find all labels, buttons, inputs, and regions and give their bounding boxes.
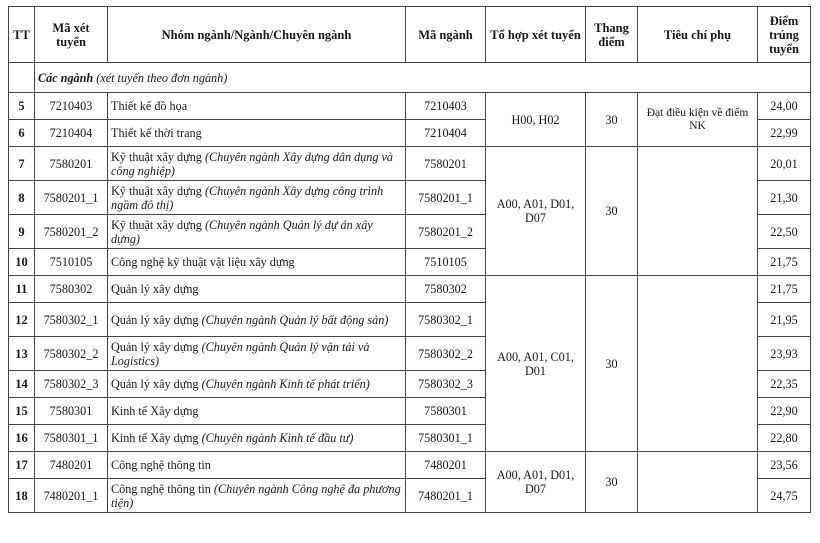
table-row: 13 7580302_2 Quản lý xây dựng (Chuyên ngành Quản lý vận tải và Logistics) 7580302_2 23,93: [9, 337, 811, 371]
header-tt: TT: [9, 7, 35, 63]
table-row: 18 7480201_1 Công nghệ thông tin (Chuyên ngành Công nghệ đa phương tiện) 7480201_1 24,75: [9, 479, 811, 513]
header-to-hop: Tổ hợp xét tuyển: [486, 7, 586, 63]
table-row: 10 7510105 Công nghệ kỹ thuật vật liệu xây dựng 7510105 21,75: [9, 249, 811, 276]
thang-diem-cell: 30: [586, 276, 638, 452]
thang-diem-cell: 30: [586, 93, 638, 147]
admission-table-container: [8, 6, 811, 513]
table-row: 5 7210403 Thiết kế đồ họa 7210403 H00, H02 30 Đạt điều kiện về điểm NK 24,00: [9, 93, 811, 120]
header-diem-trung-tuyen: Điểm trúng tuyển: [758, 7, 811, 63]
table-row: 9 7580201_2 Kỹ thuật xây dựng (Chuyên ngành Quản lý dự án xây dựng) 7580201_2 22,50: [9, 215, 811, 249]
admission-score-table: [8, 6, 811, 513]
table-row: 14 7580302_3 Quản lý xây dựng (Chuyên ngành Kinh tế phát triển) 7580302_3 22,35: [9, 371, 811, 398]
to-hop-cell: H00, H02: [486, 93, 586, 147]
thang-diem-cell: 30: [586, 452, 638, 513]
tieu-chi-phu-cell: [638, 452, 758, 513]
to-hop-cell: A00, A01, D01, D07: [486, 452, 586, 513]
table-row: 16 7580301_1 Kinh tế Xây dựng (Chuyên ngành Kinh tế đầu tư) 7580301_1 22,80: [9, 425, 811, 452]
header-tieu-chi-phu: Tiêu chí phụ: [638, 7, 758, 63]
tieu-chi-phu-cell: Đạt điều kiện về điểm NK: [638, 93, 758, 147]
thang-diem-cell: 30: [586, 147, 638, 276]
table-row: 6 7210404 Thiết kế thời trang 7210404 22,99: [9, 120, 811, 147]
table-row: 11 7580302 Quản lý xây dựng 7580302 A00, A01, C01, D01 30 21,75: [9, 276, 811, 303]
table-row: 8 7580201_1 Kỹ thuật xây dựng (Chuyên ngành Xây dựng công trình ngầm đô thị) 7580201_1 21,30: [9, 181, 811, 215]
group-row: [9, 63, 811, 93]
table-row: 7 7580201 Kỹ thuật xây dựng (Chuyên ngành Xây dựng dân dụng và công nghiệp) 7580201 A00, A01, D01, D07 30 20,01: [9, 147, 811, 181]
table-row: 17 7480201 Công nghệ thông tin 7480201 A00, A01, D01, D07 30 23,56: [9, 452, 811, 479]
to-hop-cell: A00, A01, C01, D01: [486, 276, 586, 452]
group-label: Các ngành (xét tuyển theo đơn ngành): [35, 63, 811, 93]
header-nganh: Nhóm ngành/Ngành/Chuyên ngành: [108, 7, 406, 63]
tieu-chi-phu-cell: [638, 147, 758, 276]
header-row: [9, 7, 811, 63]
to-hop-cell: A00, A01, D01, D07: [486, 147, 586, 276]
tieu-chi-phu-cell: [638, 276, 758, 452]
header-ma-xet-tuyen: Mã xét tuyển: [35, 7, 108, 63]
table-row: 15 7580301 Kinh tế Xây dựng 7580301 22,90: [9, 398, 811, 425]
header-ma-nganh: Mã ngành: [406, 7, 486, 63]
table-row: 12 7580302_1 Quản lý xây dựng (Chuyên ngành Quản lý bất động sản) 7580302_1 21,95: [9, 303, 811, 337]
header-thang-diem: Thang điểm: [586, 7, 638, 63]
